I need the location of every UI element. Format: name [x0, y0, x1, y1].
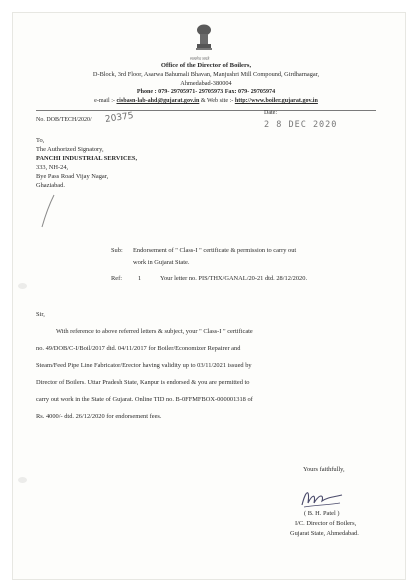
emblem-icon: [193, 24, 215, 54]
header-divider: [36, 110, 376, 111]
email-label: e-mail :-: [94, 98, 115, 104]
recipient-company: PANCHI INDUSTRIAL SERVICES,: [36, 155, 138, 162]
signatory-designation: I/C. Director of Boilers,: [295, 520, 357, 527]
email-link[interactable]: cisbasn-lab-ahd@gujarat.gov.in: [116, 98, 200, 104]
email-web-line: [14, 98, 398, 104]
date-label: Date:: [264, 110, 277, 116]
recipient-line-1: The Authorized Signatory,: [36, 146, 104, 153]
punch-hole-top: [18, 283, 27, 289]
website-link[interactable]: http://www.boiler.gujarat.gov.in: [234, 98, 318, 104]
punch-hole-bottom: [18, 477, 27, 483]
ref-number: 1: [138, 275, 142, 282]
address-line-2: Ahmedabad-380004: [180, 80, 232, 87]
recipient-to: To,: [36, 137, 45, 144]
emblem-caption: सत्यमेव जयते: [190, 56, 210, 61]
subject-line-2: work in Gujarat State.: [133, 259, 190, 266]
yours-faithfully: Yours faithfully,: [303, 466, 345, 473]
handwritten-number: 20375: [104, 111, 135, 125]
body-line-3: Steam/Feed Pipe Line Fabricator/Erector having validity up to 03/11/2021 issued by: [36, 362, 252, 369]
office-title: Office of the Director of Boilers,: [160, 62, 252, 69]
body-line-6: Rs. 4000/- dtd. 26/12/2020 for endorsement fees.: [36, 413, 162, 420]
body-line-1: With reference to above referred letters & subject, your " Class-I " certificate: [56, 328, 253, 335]
phone-fax-line: Phone : 079- 29705971- 29705973 Fax: 079- 29705974: [136, 89, 276, 95]
address-line-1: D-Block, 3rd Floor, Asarwa Bahumali Bhavan, Manjushri Mill Compound, Girdharnagar,: [92, 71, 320, 78]
ref-label: Ref:: [111, 275, 123, 282]
subject-line-1: Endorsement of " Class-I " certificate & permission to carry out: [133, 247, 297, 254]
ref-text: Your letter no. PIS/THX/GANAL/20-21 dtd. 28/12/2020.: [160, 275, 308, 282]
date-stamp: 2 8 DEC 2020: [264, 120, 338, 130]
body-line-5: carry out work in the State of Gujarat. Online TID no. B-0FFMFBOX-000001318 of: [36, 396, 253, 403]
handwritten-tick-mark: [40, 193, 56, 229]
reference-number: No. DOB/TECH/2020/: [36, 117, 92, 123]
salutation: Sir,: [36, 311, 45, 318]
signatory-name: ( B. H. Patel ): [304, 510, 340, 517]
recipient-line-4: Bye Pass Road Vijay Nagar,: [36, 173, 109, 180]
body-line-2: no. 49/DOB/C-I/Boil/2017 dtd. 04/11/2017 for Boiler/Economizer Repairer and: [36, 345, 241, 352]
recipient-line-3: 333, NH-24,: [36, 164, 69, 171]
website-label: & Web site :-: [200, 98, 234, 104]
signatory-office: Gujarat State, Ahmedabad.: [290, 530, 359, 537]
signature-mark: [298, 485, 346, 511]
subject-label: Sub:: [111, 247, 123, 254]
body-line-4: Director of Boilers. Uttar Pradesh State, Kanpur is endorsed & you are permitted to: [36, 379, 250, 386]
recipient-line-5: Ghaziabad.: [36, 182, 65, 189]
